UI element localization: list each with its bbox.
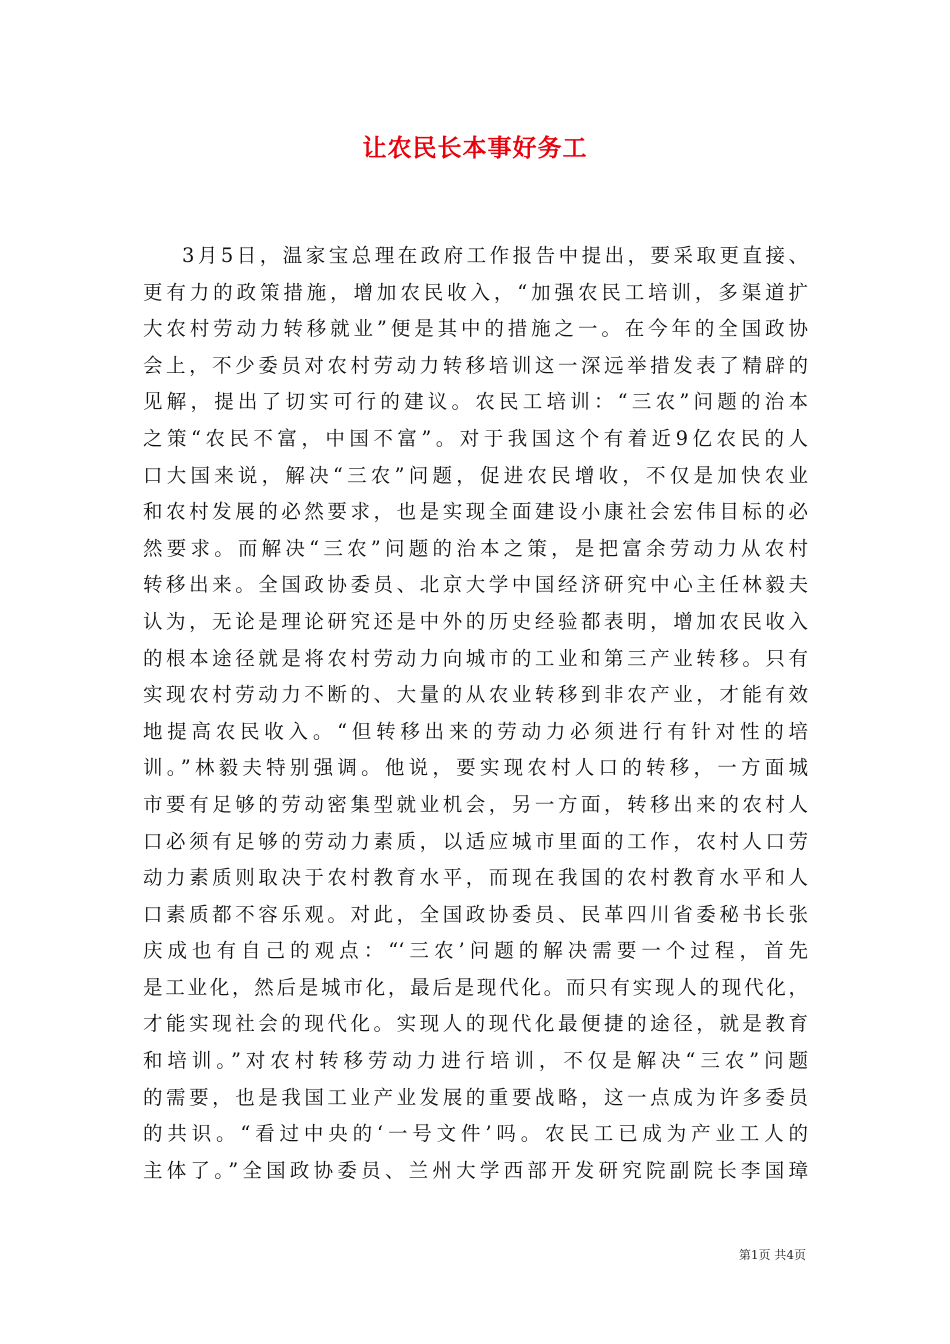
- body-line: 实现农村劳动力不断的、大量的从农业转移到非农产业，才能有效: [143, 683, 808, 707]
- body-line: 才能实现社会的现代化。实现人的现代化最便捷的途径，就是教育: [143, 1012, 808, 1036]
- document-body: [143, 238, 808, 1189]
- body-line: 动力素质则取决于农村教育水平，而现在我国的农村教育水平和人: [143, 866, 808, 890]
- body-line: 更有力的政策措施，增加农民收入，“加强农民工培训，多渠道扩: [143, 280, 808, 304]
- body-line: 的根本途径就是将农村劳动力向城市的工业和第三产业转移。只有: [143, 646, 808, 670]
- body-line: 的需要，也是我国工业产业发展的重要战略，这一点成为许多委员: [143, 1085, 808, 1109]
- body-line: 主体了。”全国政协委员、兰州大学西部开发研究院副院长李国璋: [143, 1158, 808, 1182]
- body-line: 口大国来说，解决“三农”问题，促进农民增收，不仅是加快农业: [143, 463, 808, 487]
- body-line: 的共识。“看过中央的‘一号文件’吗。农民工已成为产业工人的: [143, 1122, 808, 1146]
- body-line: 口素质都不容乐观。对此，全国政协委员、民革四川省委秘书长张: [143, 902, 808, 926]
- body-line: 3月5日，温家宝总理在政府工作报告中提出，要采取更直接、: [182, 244, 808, 267]
- body-line: 转移出来。全国政协委员、北京大学中国经济研究中心主任林毅夫: [143, 573, 808, 597]
- body-line: 训。”林毅夫特别强调。他说，要实现农村人口的转移，一方面城: [143, 756, 808, 780]
- body-line: 之策“农民不富，中国不富”。对于我国这个有着近9亿农民的人: [143, 426, 808, 450]
- body-line: 地提高农民收入。“但转移出来的劳动力必须进行有针对性的培: [143, 719, 808, 743]
- page-number: 第1页 共4页: [738, 1248, 806, 1262]
- document-title: 让农民长本事好务工: [362, 133, 588, 162]
- body-line: 市要有足够的劳动密集型就业机会，另一方面，转移出来的农村人: [143, 792, 808, 816]
- body-line: 庆成也有自己的观点：“‘三农’问题的解决需要一个过程，首先: [143, 939, 808, 963]
- body-line: 大农村劳动力转移就业”便是其中的措施之一。在今年的全国政协: [143, 317, 808, 341]
- body-line: 会上，不少委员对农村劳动力转移培训这一深远举措发表了精辟的: [143, 353, 808, 377]
- body-line: 和农村发展的必然要求，也是实现全面建设小康社会宏伟目标的必: [143, 500, 808, 524]
- body-line: 见解，提出了切实可行的建议。农民工培训：“三农”问题的治本: [143, 390, 808, 414]
- body-line: 然要求。而解决“三农”问题的治本之策，是把富余劳动力从农村: [143, 536, 808, 560]
- body-line: 认为，无论是理论研究还是中外的历史经验都表明，增加农民收入: [143, 609, 808, 633]
- body-line: 是工业化，然后是城市化，最后是现代化。而只有实现人的现代化，: [143, 975, 808, 999]
- body-line: 和培训。”对农村转移劳动力进行培训，不仅是解决“三农”问题: [143, 1049, 808, 1073]
- body-line: 口必须有足够的劳动力素质，以适应城市里面的工作，农村人口劳: [143, 829, 808, 853]
